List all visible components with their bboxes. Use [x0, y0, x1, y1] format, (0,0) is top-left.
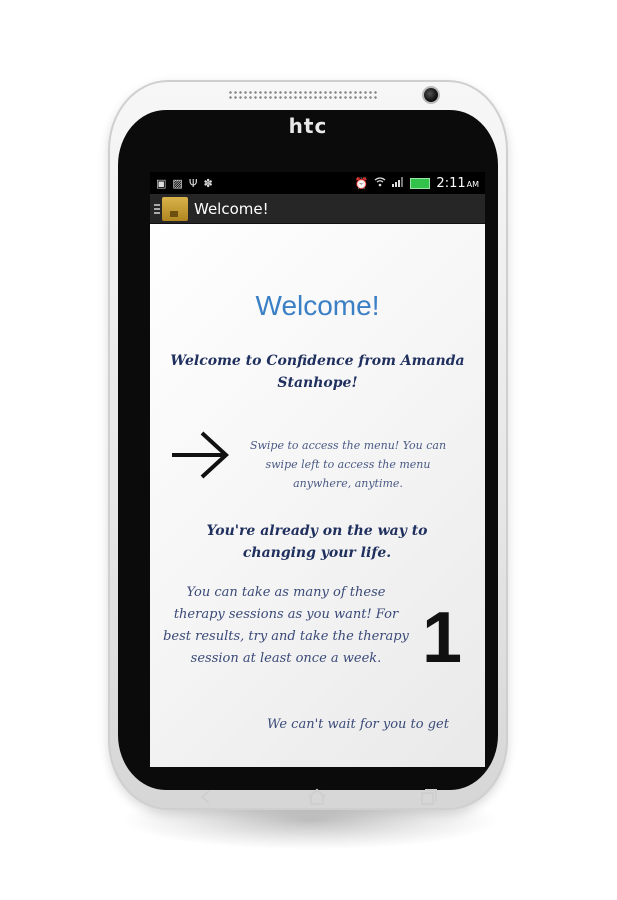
welcome-content	[150, 224, 485, 767]
step-number: 1	[422, 598, 463, 678]
drawer-indicator-icon[interactable]	[154, 204, 160, 214]
screenshot-icon: ▣	[156, 176, 167, 190]
status-clock: 2:11AM	[436, 175, 479, 191]
back-button[interactable]	[186, 782, 226, 812]
page-title: Welcome!	[255, 290, 380, 321]
screen	[150, 172, 485, 767]
usb-icon: Ψ	[188, 176, 198, 190]
home-button[interactable]	[297, 782, 337, 812]
home-icon	[307, 788, 327, 806]
wifi-icon	[374, 176, 386, 190]
cant-wait-text: We can't wait for you to get	[267, 717, 449, 732]
arrow-right-icon	[170, 427, 230, 483]
brand-logo: htc	[288, 114, 328, 138]
app-logo-icon[interactable]	[162, 197, 188, 221]
sessions-text: You can take as many of these therapy sessions as you want! For best results, try and take the therapy session at least once a week.	[163, 585, 409, 666]
earpiece-speaker	[228, 90, 378, 100]
phone-bezel	[118, 110, 498, 790]
recents-button[interactable]	[409, 782, 449, 812]
action-bar	[150, 194, 485, 224]
status-ampm: AM	[466, 179, 479, 189]
alarm-icon: ⏰	[354, 176, 369, 190]
intro-text: Welcome to Confidence from Amanda Stanhope!	[170, 353, 465, 391]
status-bar	[150, 172, 485, 194]
navigation-bar	[150, 767, 485, 827]
back-icon	[199, 789, 213, 805]
phone-device	[108, 80, 508, 810]
gallery-icon: ▨	[172, 176, 183, 190]
action-bar-title: Welcome!	[194, 199, 269, 218]
front-camera	[424, 88, 438, 102]
signal-icon	[392, 176, 404, 190]
already-text: You're already on the way to changing your life.	[206, 523, 428, 561]
recents-icon	[420, 788, 438, 806]
android-debug-icon: ✽	[203, 176, 213, 190]
swipe-hint-text: Swipe to access the menu! You can swipe left to access the menu anywhere, anytime.	[249, 439, 447, 490]
battery-icon	[410, 178, 430, 189]
